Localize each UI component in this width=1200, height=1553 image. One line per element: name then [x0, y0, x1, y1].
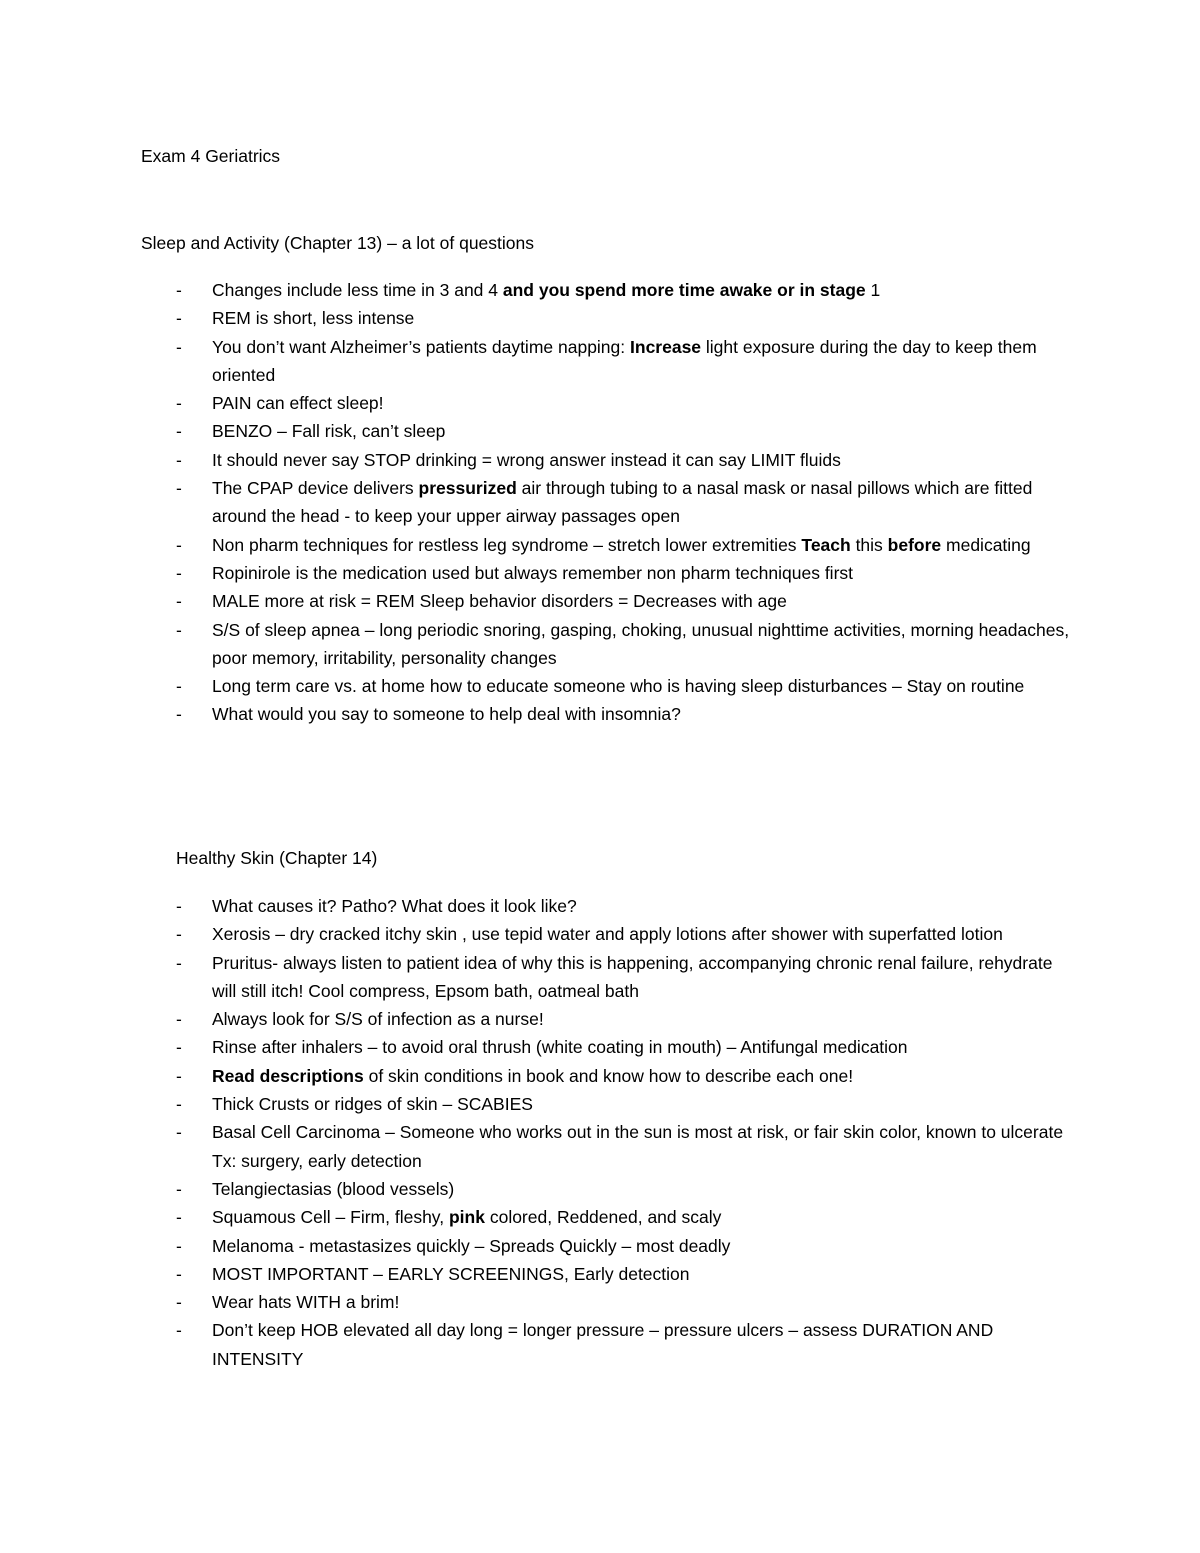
- section-heading-sleep-activity: Sleep and Activity (Chapter 13) – a lot of questions: [141, 233, 535, 253]
- list-item: [176, 531, 1076, 559]
- list-item-text: [212, 1236, 730, 1256]
- text-run: Always look for S/S of infection as a nurse!: [212, 1009, 544, 1030]
- bullet-marker: -: [176, 1122, 182, 1143]
- bullet-marker: -: [176, 1094, 182, 1115]
- text-run: light exposure during the day to keep them oriented: [212, 336, 1037, 385]
- text-run: REM is short, less intense: [212, 308, 415, 329]
- list-item: [176, 1062, 1076, 1090]
- list-item: [176, 1005, 1076, 1033]
- bullet-marker: -: [176, 952, 182, 973]
- list-item-text: [212, 924, 1003, 944]
- bullet-marker: -: [176, 1037, 182, 1058]
- text-run: Don’t keep HOB elevated all day long = longer pressure – pressure ulcers – assess DURATION AND INTENSITY: [212, 1320, 994, 1369]
- bullet-marker: -: [176, 449, 182, 470]
- bullet-marker: -: [176, 280, 182, 300]
- list-item: [176, 1288, 1076, 1316]
- list-item-text: [212, 280, 880, 300]
- bullet-marker: -: [176, 924, 182, 945]
- list-item-text: [212, 1292, 399, 1312]
- text-run: You don’t want Alzheimer’s patients daytime napping:: [212, 336, 631, 357]
- bullet-marker: -: [176, 308, 182, 329]
- text-run: Squamous Cell – Firm, fleshy,: [212, 1207, 449, 1228]
- bold-text-run: pressurized: [418, 478, 517, 499]
- text-run: The CPAP device delivers: [212, 478, 419, 499]
- list-item-text: [212, 591, 787, 611]
- list-item: [176, 1175, 1076, 1203]
- list-item-text: [212, 450, 841, 470]
- text-run: MALE more at risk = REM Sleep behavior disorders = Decreases with age: [212, 591, 787, 612]
- bullet-marker: -: [176, 1263, 182, 1284]
- text-run: Ropinirole is the medication used but always remember non pharm techniques first: [212, 562, 854, 583]
- text-run: Basal Cell Carcinoma – Someone who works out in the sun is most at risk, or fair skin color, known to ulcerate Tx: surgery, early detection: [212, 1122, 1064, 1171]
- list-item-text: [212, 337, 1037, 385]
- list-item-text: [212, 1179, 454, 1199]
- text-run: Changes include less time in 3 and 4: [212, 280, 503, 300]
- list-item: [176, 1118, 1076, 1175]
- bullet-marker: -: [176, 393, 182, 414]
- list-item: [176, 892, 1076, 920]
- section-heading-healthy-skin: Healthy Skin (Chapter 14): [176, 848, 378, 868]
- bullet-marker: -: [176, 676, 182, 697]
- bullet-marker: -: [176, 1292, 182, 1313]
- bullet-marker: -: [176, 896, 182, 916]
- list-item: [176, 920, 1076, 948]
- text-run: medicating: [941, 534, 1031, 555]
- text-run: Melanoma - metastasizes quickly – Spreads Quickly – most deadly: [212, 1235, 731, 1256]
- bullet-marker: -: [176, 591, 182, 612]
- bold-text-run: Read descriptions: [212, 1065, 364, 1086]
- list-item-text: [212, 1320, 993, 1368]
- text-run: What would you say to someone to help deal with insomnia?: [212, 704, 681, 725]
- list-item-text: [212, 535, 1031, 555]
- text-run: Xerosis – dry cracked itchy skin , use tepid water and apply lotions after shower with superfatted lotion: [212, 924, 1003, 945]
- list-item-text: [212, 1037, 908, 1057]
- list-item: [176, 1090, 1076, 1118]
- bold-text-run: before: [887, 534, 942, 555]
- list-item-text: [212, 393, 384, 413]
- list-item-text: [212, 1264, 690, 1284]
- bullet-marker: -: [176, 478, 182, 499]
- text-run: PAIN can effect sleep!: [212, 393, 384, 414]
- list-item: [176, 1203, 1076, 1231]
- list-item: [176, 474, 1076, 531]
- list-item-text: [212, 478, 1032, 526]
- bullet-marker: -: [176, 421, 182, 442]
- list-item-text: [212, 704, 681, 724]
- bullet-marker: -: [176, 1009, 182, 1030]
- list-item-text: [212, 1066, 853, 1086]
- text-run: What causes it? Patho? What does it look like?: [212, 896, 577, 916]
- bullet-marker: -: [176, 336, 182, 357]
- text-run: Telangiectasias (blood vessels): [212, 1178, 455, 1199]
- text-run: MOST IMPORTANT – EARLY SCREENINGS, Early detection: [212, 1263, 690, 1284]
- bullet-list-sleep-activity: [176, 276, 1076, 729]
- list-item: [176, 587, 1076, 615]
- text-run: S/S of sleep apnea – long periodic snoring, gasping, choking, unusual nighttime activities, morning headaches, poor memory, irritability, personality changes: [212, 619, 1070, 668]
- list-item: [176, 616, 1076, 673]
- bullet-marker: -: [176, 1235, 182, 1256]
- bullet-marker: -: [176, 562, 182, 583]
- bullet-marker: -: [176, 704, 182, 725]
- bullet-list-healthy-skin: [176, 892, 1076, 1373]
- list-item-text: [212, 1122, 1063, 1170]
- text-run: Pruritus- always listen to patient idea of why this is happening, accompanying chronic renal failure, rehydrate will still itch! Cool compress, Epsom bath, oatmeal bath: [212, 952, 1053, 1001]
- list-item: [176, 700, 1076, 728]
- list-item: [176, 1260, 1076, 1288]
- list-item-text: [212, 620, 1069, 668]
- bold-text-run: Increase: [630, 336, 702, 357]
- list-item-text: [212, 421, 445, 441]
- list-item-text: [212, 563, 853, 583]
- bullet-marker: -: [176, 619, 182, 640]
- bullet-marker: -: [176, 1320, 182, 1341]
- list-item: [176, 559, 1076, 587]
- text-run: Non pharm techniques for restless leg syndrome – stretch lower extremities: [212, 534, 802, 555]
- bullet-marker: -: [176, 1065, 182, 1086]
- text-run: It should never say STOP drinking = wrong answer instead it can say LIMIT fluids: [212, 449, 841, 470]
- list-item: [176, 1316, 1076, 1373]
- list-item-text: [212, 1094, 533, 1114]
- bullet-marker: -: [176, 1207, 182, 1228]
- list-item: [176, 949, 1076, 1006]
- text-run: this: [850, 534, 888, 555]
- text-run: Thick Crusts or ridges of skin – SCABIES: [212, 1094, 533, 1115]
- document-title: Exam 4 Geriatrics: [141, 146, 281, 166]
- text-run: air through tubing to a nasal mask or nasal pillows which are fitted around the head - to keep your upper airway passages open: [212, 478, 1033, 527]
- text-run: Rinse after inhalers – to avoid oral thrush (white coating in mouth) – Antifungal medication: [212, 1037, 908, 1058]
- list-item: [176, 1232, 1076, 1260]
- list-item: [176, 1033, 1076, 1061]
- list-item: [176, 276, 1076, 304]
- list-item: [176, 672, 1076, 700]
- bold-text-run: Teach: [801, 534, 851, 555]
- text-run: 1: [865, 280, 881, 300]
- text-run: colored, Reddened, and scaly: [484, 1207, 722, 1228]
- list-item-text: [212, 676, 1024, 696]
- text-run: of skin conditions in book and know how to describe each one!: [363, 1065, 854, 1086]
- list-item: [176, 333, 1076, 390]
- list-item-text: [212, 308, 414, 328]
- text-run: BENZO – Fall risk, can’t sleep: [212, 421, 446, 442]
- bold-text-run: pink: [448, 1207, 485, 1228]
- list-item-text: [212, 896, 577, 916]
- bullet-marker: -: [176, 534, 182, 555]
- bold-text-run: and you spend more time awake or in stage: [502, 280, 866, 300]
- list-item: [176, 304, 1076, 332]
- list-item: [176, 389, 1076, 417]
- list-item: [176, 417, 1076, 445]
- list-item-text: [212, 1207, 721, 1227]
- list-item: [176, 446, 1076, 474]
- list-item-text: [212, 953, 1052, 1001]
- list-item-text: [212, 1009, 544, 1029]
- text-run: Wear hats WITH a brim!: [212, 1292, 400, 1313]
- text-run: Long term care vs. at home how to educate someone who is having sleep disturbances – Stay on routine: [212, 676, 1025, 697]
- bullet-marker: -: [176, 1178, 182, 1199]
